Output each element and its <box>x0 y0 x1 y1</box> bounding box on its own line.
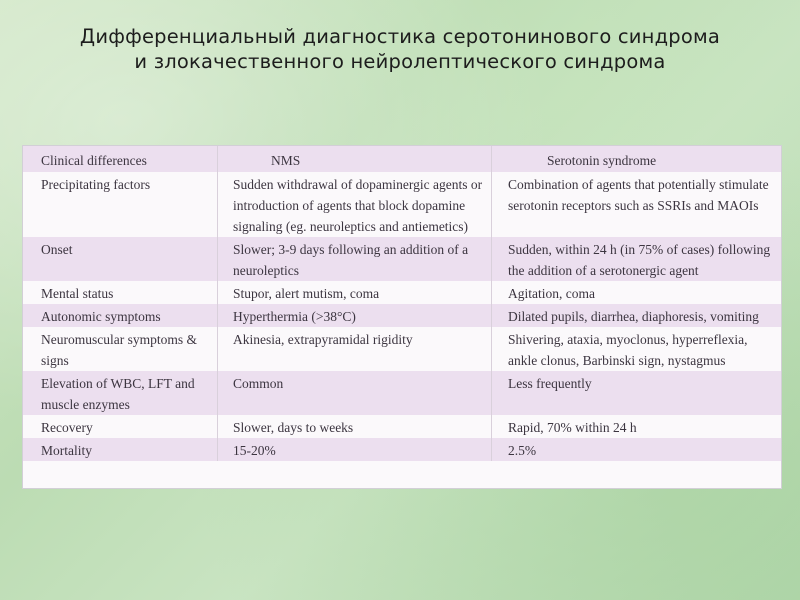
slide-title-line-1: Дифференциальный диагностика серотонинового синдрома <box>79 25 721 48</box>
serotonin-cell: Agitation, coma <box>492 281 782 304</box>
table-row <box>23 438 781 461</box>
column-header-nms: NMS <box>218 146 492 172</box>
nms-cell: 15-20% <box>218 438 492 461</box>
row-label: Recovery <box>41 420 93 435</box>
table-row <box>23 304 781 327</box>
row-label: Autonomic symptoms <box>41 309 161 324</box>
row-label: Neuromuscular symptoms & signs <box>41 332 197 368</box>
column-header-clinical-differences: Clinical differences <box>41 153 147 168</box>
nms-cell: Slower, days to weeks <box>218 415 492 438</box>
serotonin-cell: Dilated pupils, diarrhea, diaphoresis, vomiting <box>492 304 782 327</box>
row-label: Onset <box>41 242 73 257</box>
serotonin-cell: 2.5% <box>492 438 782 461</box>
table-row <box>23 371 781 415</box>
nms-cell: Common <box>218 371 492 415</box>
slide-title-line-2: и злокачественного нейролептического синдрома <box>134 50 666 73</box>
serotonin-cell: Rapid, 70% within 24 h <box>492 415 782 438</box>
nms-cell: Akinesia, extrapyramidal rigidity <box>218 327 492 371</box>
serotonin-cell: Less frequently <box>492 371 782 415</box>
nms-cell: Hyperthermia (>38°C) <box>218 304 492 327</box>
nms-cell: Stupor, alert mutism, coma <box>218 281 492 304</box>
table-header-row <box>23 146 781 172</box>
table-row <box>23 415 781 438</box>
table-row <box>23 172 781 237</box>
serotonin-cell: Combination of agents that potentially stimulate serotonin receptors such as SSRIs and MAOIs <box>492 172 782 237</box>
nms-cell: Slower; 3-9 days following an addition of a neuroleptics <box>218 237 492 281</box>
row-label: Elevation of WBC, LFT and muscle enzymes <box>41 376 195 412</box>
comparison-table-panel <box>22 145 782 489</box>
table-row <box>23 237 781 281</box>
table-row <box>23 327 781 371</box>
row-label: Mental status <box>41 286 114 301</box>
slide-title <box>0 24 800 74</box>
row-label: Mortality <box>41 443 92 458</box>
column-header-serotonin-syndrome: Serotonin syndrome <box>492 146 782 172</box>
nms-cell: Sudden withdrawal of dopaminergic agents or introduction of agents that block dopamine signaling (eg. neuroleptics and antiemetics) <box>218 172 492 237</box>
table-row <box>23 281 781 304</box>
comparison-table <box>23 146 781 461</box>
row-label: Precipitating factors <box>41 177 151 192</box>
serotonin-cell: Sudden, within 24 h (in 75% of cases) following the addition of a serotonergic agent <box>492 237 782 281</box>
serotonin-cell: Shivering, ataxia, myoclonus, hyperreflexia, ankle clonus, Barbinski sign, nystagmus <box>492 327 782 371</box>
